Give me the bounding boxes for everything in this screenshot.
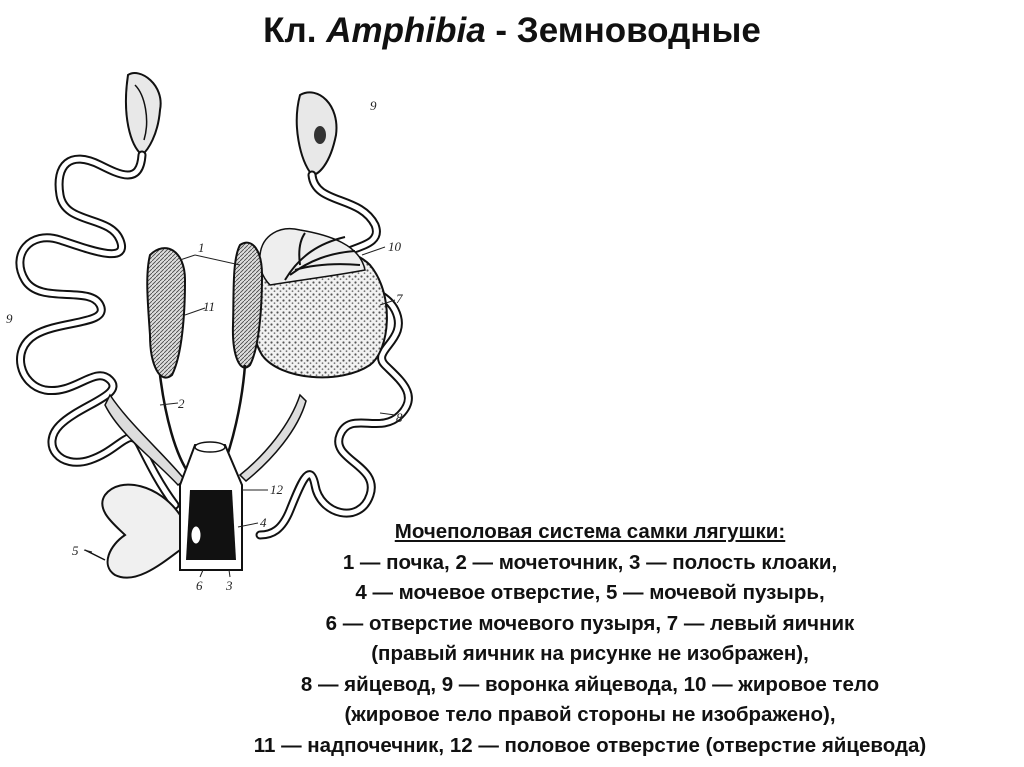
caption-line: 1 — почка, 2 — мочеточник, 3 — полость клоаки, xyxy=(342,550,838,574)
title-suffix: - Земноводные xyxy=(485,11,761,50)
label-6: 6 xyxy=(196,578,203,593)
caption-heading: Мочеполовая система самки лягушки: xyxy=(394,520,786,543)
caption-line: 8 — яйцевод, 9 — воронка яйцевода, 10 — жировое тело xyxy=(300,672,880,696)
figure-caption xyxy=(160,517,1020,761)
label-4: 4 xyxy=(260,515,267,530)
left-oviduct-funnel xyxy=(126,73,161,155)
label-7: 7 xyxy=(396,291,403,306)
slide-title xyxy=(0,10,1024,52)
right-kidney xyxy=(233,243,262,368)
label-9-right: 9 xyxy=(370,98,377,113)
caption-line: (жировое тело правой стороны не изображено), xyxy=(344,703,836,726)
title-prefix: Кл. xyxy=(263,11,327,50)
caption-line: 4 — мочевое отверстие, 5 — мочевой пузырь, xyxy=(355,581,825,604)
label-2: 2 xyxy=(178,396,185,411)
title-latin-name: Amphibia xyxy=(326,11,486,50)
label-11: 11 xyxy=(203,299,216,314)
label-3: 3 xyxy=(226,578,233,593)
caption-line: 11 — надпочечник, 12 — половое отверстие (отверстие яйцевода) xyxy=(253,733,927,757)
label-12: 12 xyxy=(270,482,283,497)
caption-line: (правый яичник на рисунке не изображен), xyxy=(371,642,809,665)
left-kidney xyxy=(147,248,185,377)
label-8: 8 xyxy=(396,410,403,425)
label-9-left: 9 xyxy=(6,311,13,326)
label-10: 10 xyxy=(388,239,401,254)
label-1: 1 xyxy=(198,240,205,255)
label-5: 5 xyxy=(72,543,79,558)
caption-line: 6 — отверстие мочевого пузыря, 7 — левый яичник xyxy=(325,611,855,635)
